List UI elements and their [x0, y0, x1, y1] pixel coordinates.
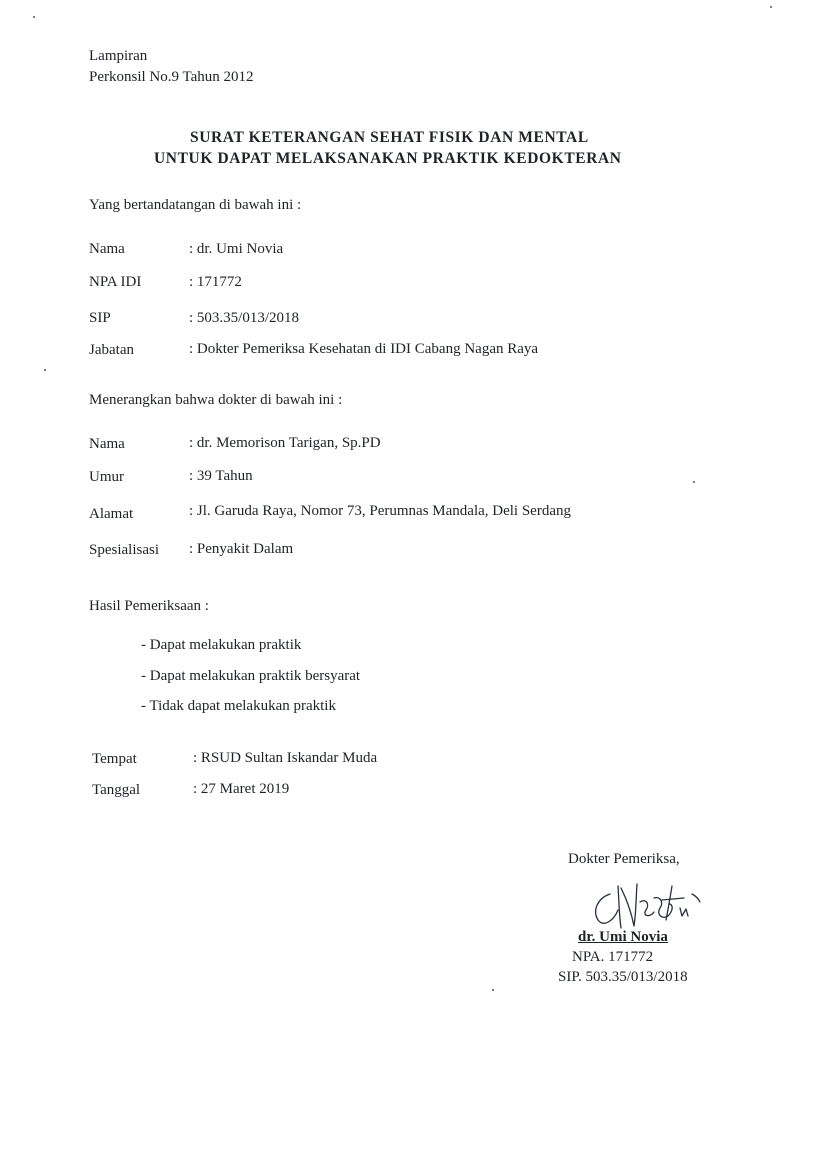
- field-value: : 39 Tahun: [189, 468, 253, 484]
- list-item: - Dapat melakukan praktik bersyarat: [141, 668, 361, 684]
- field-label: Alamat: [89, 506, 134, 522]
- statement-text: Menerangkan bahwa dokter di bawah ini :: [89, 392, 343, 408]
- field-label: Nama: [89, 436, 125, 452]
- signature-mark: [588, 876, 706, 936]
- regulation-reference: Perkonsil No.9 Tahun 2012: [89, 69, 254, 85]
- field-label: Tanggal: [92, 782, 141, 798]
- attachment-label: Lampiran: [89, 48, 148, 64]
- scan-speck: [44, 369, 46, 371]
- field-label: Nama: [89, 241, 125, 257]
- field-value: : dr. Memorison Tarigan, Sp.PD: [189, 435, 381, 451]
- place-value: : RSUD Sultan Iskandar Muda: [193, 750, 378, 766]
- date-value: : 27 Maret 2019: [193, 781, 290, 797]
- field-label: Jabatan: [89, 342, 134, 358]
- field-label: Umur: [89, 469, 124, 485]
- scan-speck: [492, 989, 494, 991]
- field-value: : Jl. Garuda Raya, Nomor 73, Perumnas Mandala, Deli Serdang: [189, 503, 571, 519]
- results-heading: Hasil Pemeriksaan :: [89, 598, 209, 614]
- field-label: SIP: [89, 310, 111, 326]
- scan-speck: [33, 16, 35, 18]
- signature-heading: Dokter Pemeriksa,: [568, 851, 680, 867]
- field-value: : dr. Umi Novia: [189, 241, 284, 257]
- intro-text: Yang bertandatangan di bawah ini :: [89, 197, 302, 213]
- field-value: : 171772: [189, 274, 242, 290]
- list-item: - Tidak dapat melakukan praktik: [141, 698, 336, 714]
- field-label: Spesialisasi: [89, 542, 159, 558]
- list-item: - Dapat melakukan praktik: [141, 637, 302, 653]
- field-label: NPA IDI: [89, 274, 142, 290]
- document-title-line2: UNTUK DAPAT MELAKSANAKAN PRAKTIK KEDOKTERAN: [154, 150, 622, 167]
- scan-speck: [770, 6, 772, 8]
- signer-sip: SIP. 503.35/013/2018: [558, 969, 688, 985]
- field-value: : 503.35/013/2018: [189, 310, 300, 326]
- field-value: : Dokter Pemeriksa Kesehatan di IDI Cabang Nagan Raya: [189, 341, 539, 357]
- scan-speck: [693, 481, 695, 483]
- field-label: Tempat: [92, 751, 137, 767]
- document-title-line1: SURAT KETERANGAN SEHAT FISIK DAN MENTAL: [190, 129, 589, 146]
- field-value: : Penyakit Dalam: [189, 541, 294, 557]
- signer-npa: NPA. 171772: [572, 949, 654, 965]
- signer-name: dr. Umi Novia: [578, 929, 668, 945]
